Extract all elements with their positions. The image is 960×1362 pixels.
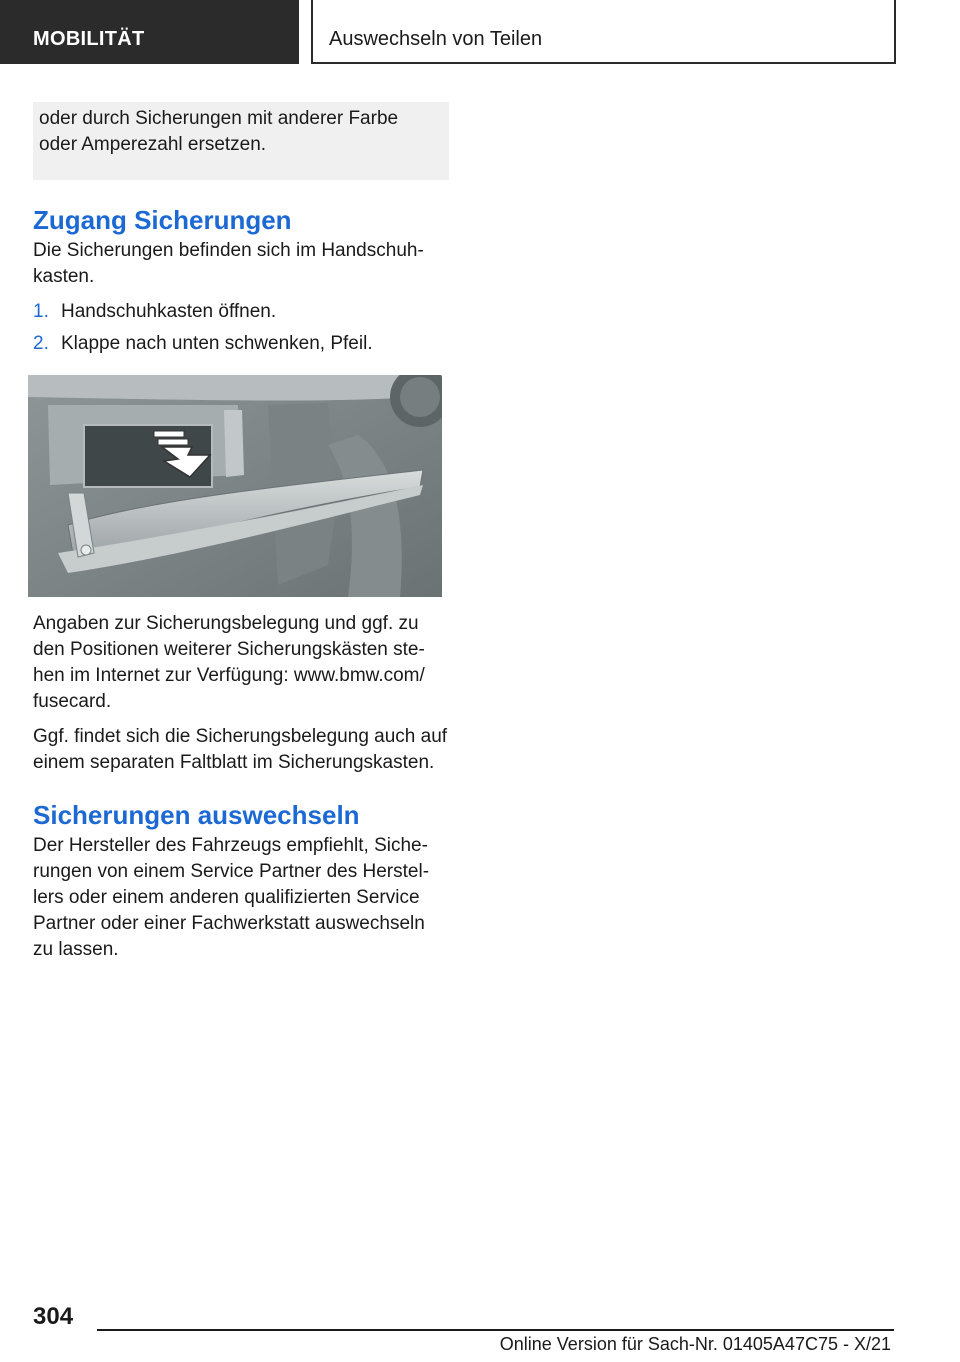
intro-paragraph: Die Sicherungen befinden sich im Handschuh- kasten. <box>33 240 424 287</box>
heading-sicherungen-auswechseln: Sicherungen auswechseln <box>33 800 360 830</box>
note-box <box>33 102 449 180</box>
content-column <box>33 102 449 972</box>
steps-list <box>33 299 449 357</box>
header-section-tab <box>0 0 299 64</box>
list-item <box>33 299 449 325</box>
footer-divider <box>97 1329 894 1331</box>
footer-version-text: Online Version für Sach-Nr. 01405A47C75 - X/21 <box>499 1334 891 1354</box>
replacement-paragraph: Der Hersteller des Fahrzeugs empfiehlt, Siche- rungen von einem Service Partner des Herstel- lers oder einem anderen qualifizierten Service Partner oder einer Fachwerkstatt auswechseln zu lassen. <box>33 835 430 960</box>
header-chapter-label: Auswechseln von Teilen <box>329 28 543 50</box>
leaflet-paragraph: Ggf. findet sich die Sicherungsbelegung auch auf einem separaten Faltblatt im Sicherungskasten. <box>33 726 448 773</box>
step-number: 2. <box>33 333 49 354</box>
heading-zugang-sicherungen: Zugang Sicherungen <box>33 205 292 235</box>
step-number: 1. <box>33 301 49 322</box>
header-chapter-box <box>311 0 896 64</box>
glovebox-fusebox-image <box>28 375 442 597</box>
glovebox-illustration <box>28 375 442 597</box>
header-section-label: MOBILITÄT <box>33 28 145 50</box>
step-text: Klappe nach unten schwenken, Pfeil. <box>61 333 373 354</box>
info-paragraph: Angaben zur Sicherungsbelegung und ggf. zu den Positionen weiterer Sicherungskästen ste- hen im Internet zur Verfügung: www.bmw.com/ fusecard. <box>33 613 425 712</box>
note-line: oder durch Sicherungen mit anderer Farbe <box>39 108 399 129</box>
list-item <box>33 331 449 357</box>
note-line: oder Amperezahl ersetzen. <box>39 134 267 155</box>
page-number: 304 <box>33 1303 74 1330</box>
step-text: Handschuhkasten öffnen. <box>61 301 277 322</box>
